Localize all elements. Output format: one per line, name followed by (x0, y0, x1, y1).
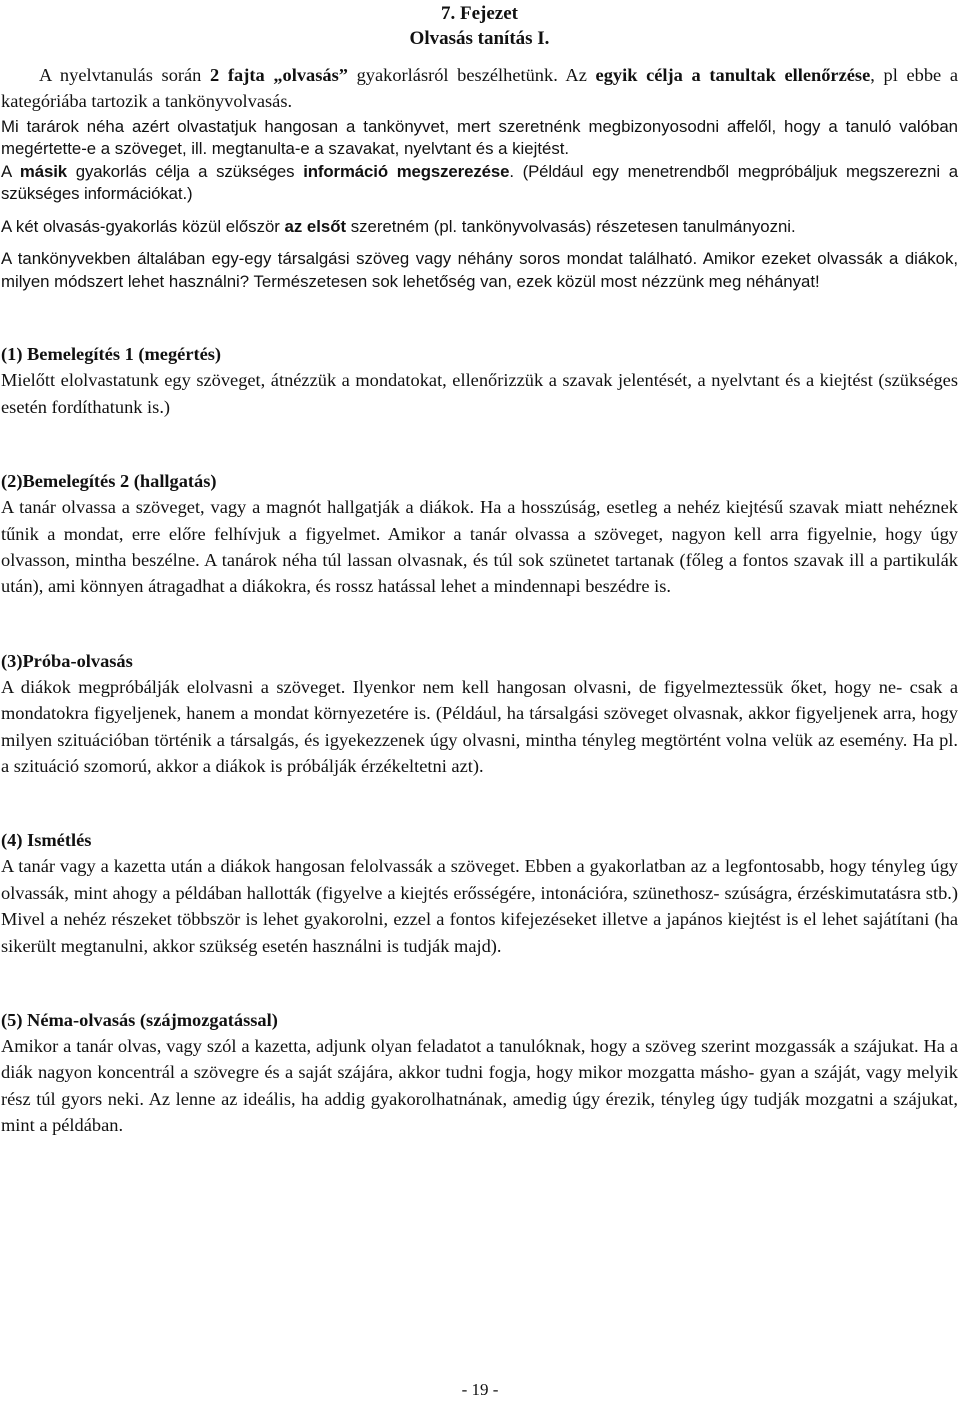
section-4-body: A tanár vagy a kazetta után a diákok hangosan felolvassák a szöveget. Ebben a gyakorlatban az a legfontosabb, hogy tényleg úgy olvassák, mint ahogy a példában hallották (figyelve a kiejtés erősségére, intonációra, szünethosz- szúságra, érzéskimutatásra stb.) Mivel a nehéz részeket többször is lehet gyakorolni, ezzel a fontos kifejezéseket illetve a japános kiejtést is el lehet sajátítani (ha sikerült megtanulni, akkor szükség esetén használni is tudják majd). (1, 856, 958, 956)
chapter-number: 7. Fejezet (441, 3, 518, 24)
section-1-body: Mielőtt elolvastatunk egy szöveget, átnézzük a mondatokat, ellenőrizzük a szavak jelentését, a nyelvtant és a kiejtést (szükséges esetén fordíthatunk is.) (1, 370, 958, 417)
page-number: - 19 - (461, 1380, 499, 1399)
section-5-body: Amikor a tanár olvas, vagy szól a kazetta, adjunk olyan feladatot a tanulóknak, hogy a szöveg szerint mozgassák a szájukat. Ha a diák nagyon koncentrál a szövegre és a saját szájára, akkor tudni fogja, hogy mikor mozgatta másho- gyan a száját, vagy melyik rész túl gyors neki. Az lenne az ideális, ha addig gyakorolhatnának, amedig úgy érezik, tényleg úgy tudják mozgatni a szájukat, mint a példában. (1, 1036, 958, 1136)
chapter-title: Olvasás tanítás I. (409, 28, 550, 49)
section-4-heading: (4) Ismétlés (1, 830, 92, 851)
the-first-one: az elsőt (284, 216, 347, 236)
section-3-body: A diákok megpróbálják elolvasni a szöveget. Ilyenkor nem kell hangosan olvasni, de figyelmeztessük őket, hogy ne- csak a mondatokra figyeljenek, hanem a mondat környezetére is. (Például, ha társalgási szöveget olvasnak, akkor figyeljenek arra, hogy milyen szituációban történik a társalgás, és igyekezzenek úgy olvasni, mintha tényleg megtörtént volna velük az esemény. Ha pl. a szituáció szomorú, akkor a diákok is próbálják érzékeltetni azt). (1, 676, 958, 776)
intro-paragraph-5: A tankönyvekben általában egy-egy társalgási szöveg vagy néhány soros mondat található. Amikor ezeket olvassák a diákok, milyen módszert lehet használni? Természetesen sok lehetőség van, ezek közül most nézzünk meg néhányat! (1, 249, 958, 291)
intro-paragraph-1: A nyelvtanulás során 2 fajta „olvasás” gyakorlásról beszélhetünk. Az egyik célja a tanultak ellenőrzése, pl ebbe a kategóriába tartozik a tankönyvolvasás. (1, 65, 959, 112)
document-page (0, 2, 960, 1401)
two-reading-types: 2 fajta „olvasás” (210, 65, 348, 85)
section-5-heading: (5) Néma-olvasás (szájmozgatással) (1, 1010, 278, 1030)
section-2-body: A tanár olvassa a szöveget, vagy a magnót hallgatják a diákok. Ha a hosszúság, esetleg a nehéz kiejtésű szavak miatt nehéznek tűnik a mondat, erre előre felhívjuk a figyelmet. Amikor a tanár olvassa a szöveget, nagyon kell arra figyelnie, hogy úgy olvasson, mintha beszélne. A tanárok néha túl lassan olvasnak, és túl sok szünetet tartanak (főleg a fontos szavak ill a partikulák után), ami könnyen átragadhat a diákokra, és rossz hatással lehet a mindennapi beszédre is. (1, 497, 958, 597)
section-3-heading: (3)Próba-olvasás (1, 650, 133, 671)
section-2-heading: (2)Bemelegítés 2 (hallgatás) (1, 471, 217, 492)
intro-paragraph-4: A két olvasás-gyakorlás közül először az elsőt szeretném (pl. tankönyvolvasás) részetesen tanulmányozni. (1, 216, 796, 236)
section-1-heading: (1) Bemelegítés 1 (megértés) (1, 344, 222, 365)
intro-paragraph-2: Mi tarárok néha azért olvastatjuk hangosan a tankönyvet, mert szeretnénk megbizonyosodni affelől, hogy a tanuló valóban megértette-e a szöveget, ill. megtanulta-e a szavakat, nyelvtant és a kiejtést. (1, 116, 958, 159)
other-purpose: másik (19, 161, 67, 181)
first-purpose: egyik célja a tanultak ellenőrzése (595, 65, 871, 85)
intro-paragraph-3: A másik gyakorlás célja a szükséges információ megszerezése. (Például egy menetrendből megpróbáljuk megszerezni a szükséges információkat.) (1, 161, 958, 204)
information-gathering: információ megszerezése (303, 161, 510, 181)
